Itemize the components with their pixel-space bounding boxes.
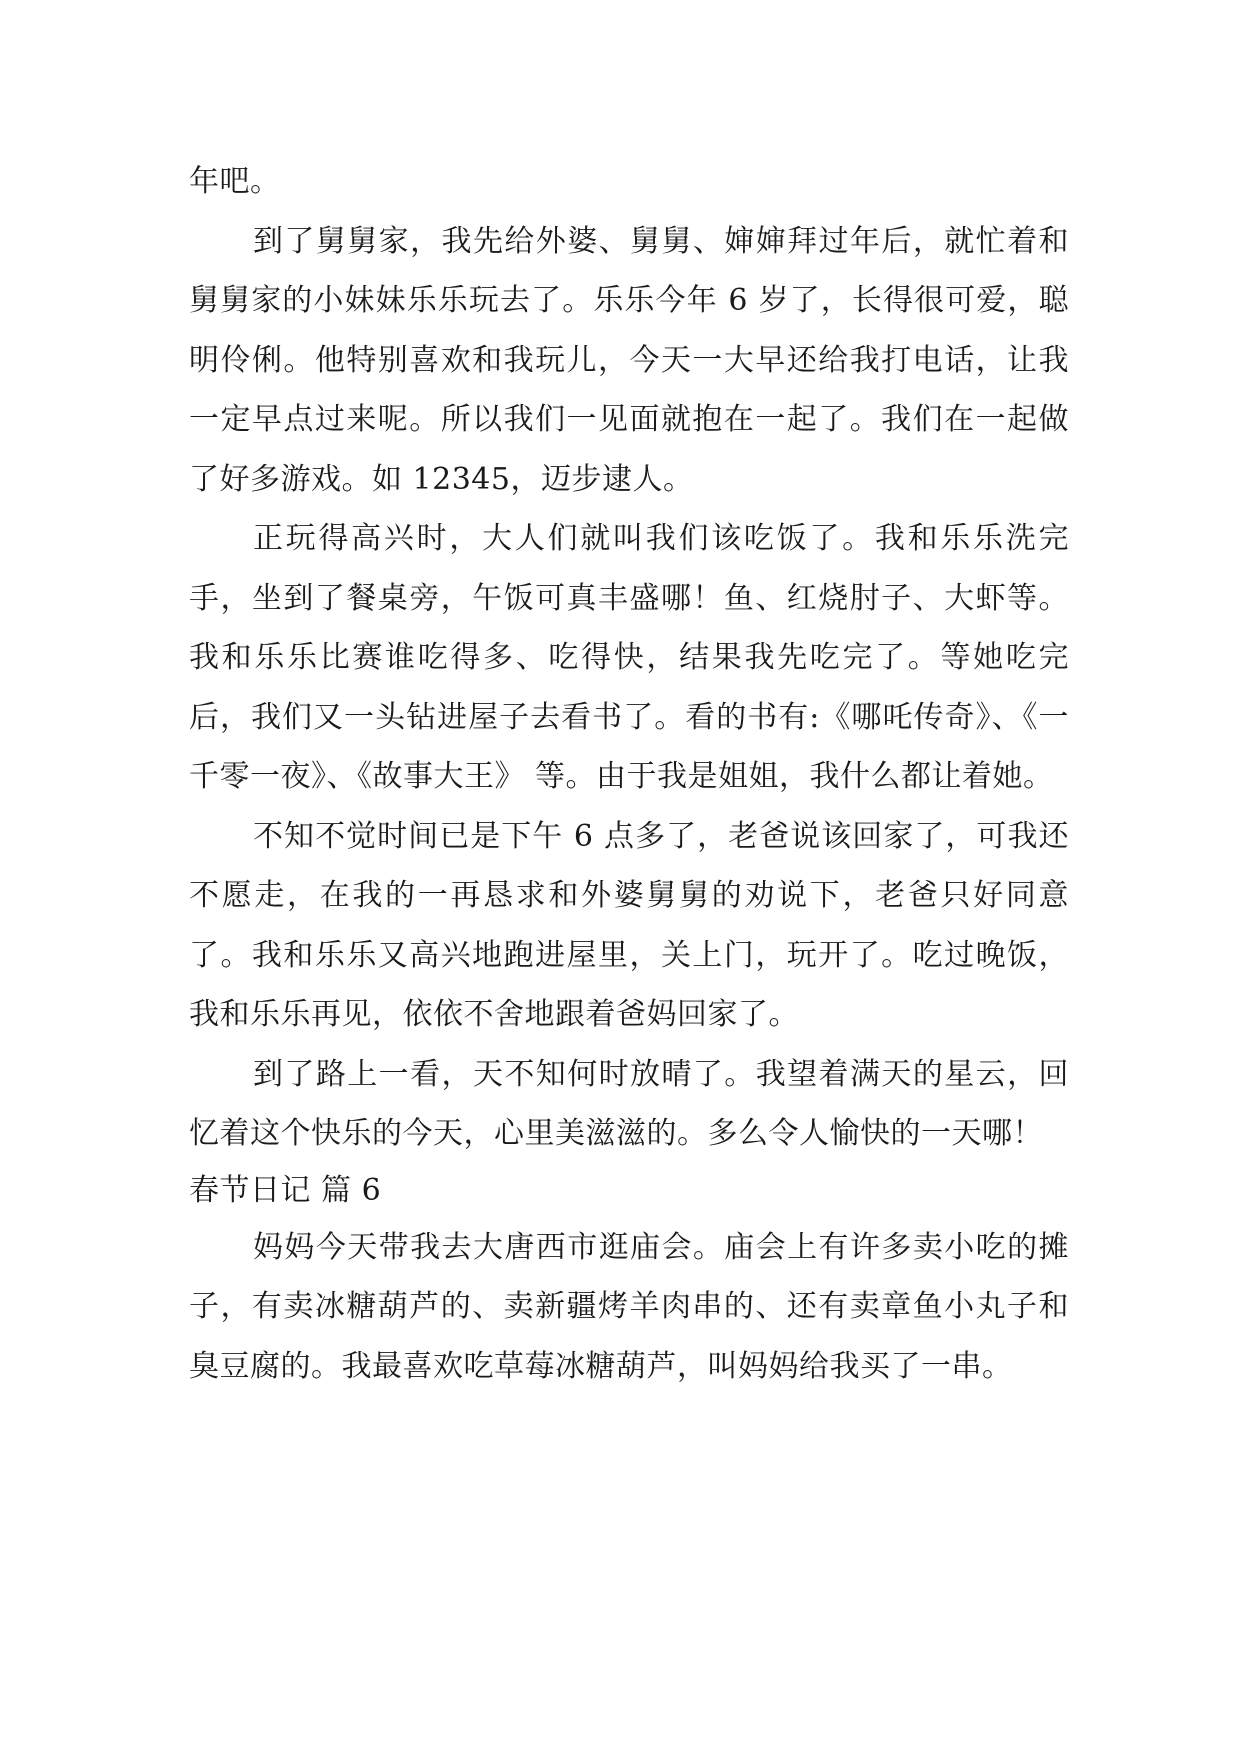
paragraph-going-home: 不知不觉时间已是下午 6 点多了，老爸说该回家了，可我还不愿走，在我的一再恳求和外婆舅舅的劝说下，老爸只好同意了。我和乐乐又高兴地跑进屋里，关上门，玩开了。吃过晚饭，我和乐乐再见，依依不舍地跟着爸妈回家了。 (189, 818, 1069, 1032)
paragraph-temple-fair: 妈妈今天带我去大唐西市逛庙会。庙会上有许多卖小吃的摊子，有卖冰糖葫芦的、卖新疆烤羊肉串的、还有卖章鱼小丸子和臭豆腐的。我最喜欢吃草莓冰糖葫芦，叫妈妈给我买了一串。 (189, 1229, 1069, 1384)
document-body (189, 152, 1069, 1396)
paragraph-lunch: 正玩得高兴时，大人们就叫我们该吃饭了。我和乐乐洗完手，坐到了餐桌旁，午饭可真丰盛哪！鱼、红烧肘子、大虾等。我和乐乐比赛谁吃得多、吃得快，结果我先吃完了。等她吃完后，我们又一头钻进屋子去看书了。看的书有:《哪吒传奇》、《一千零一夜》、《故事大王》 等。由于我是姐姐，我什么都让着她。 (189, 521, 1069, 794)
paragraph-visit-uncle: 到了舅舅家，我先给外婆、舅舅、婶婶拜过年后，就忙着和舅舅家的小妹妹乐乐玩去了。乐乐今年 6 岁了，长得很可爱，聪明伶俐。他特别喜欢和我玩儿，今天一大早还给我打电话，让我一定早点过来呢。所以我们一见面就抱在一起了。我们在一起做了好多游戏。如 12345，迈步逮人。 (189, 223, 1069, 497)
paragraph-stars: 到了路上一看，天不知何时放晴了。我望着满天的星云，回忆着这个快乐的今天，心里美滋滋的。多么令人愉快的一天哪！ (189, 1056, 1069, 1151)
section-heading: 春节日记 篇 6 (189, 1172, 382, 1208)
paragraph-continuation: 年吧。 (189, 164, 281, 199)
